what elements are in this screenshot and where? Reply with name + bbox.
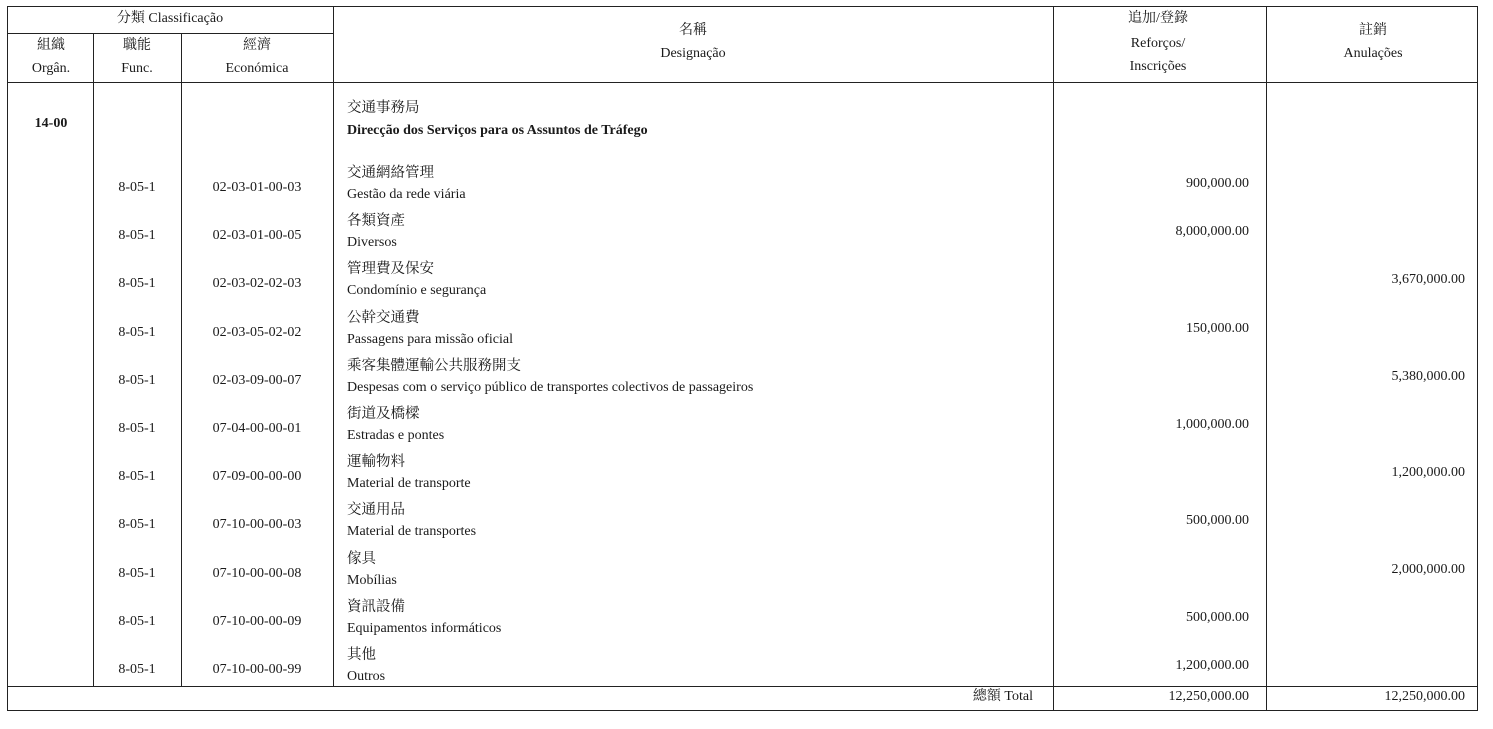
row-reforco: 1,200,000.00	[1175, 658, 1249, 673]
row-designacao-pt: Material de transportes	[347, 524, 477, 540]
row-reforco: 8,000,000.00	[1175, 224, 1249, 240]
row-func: 8-05-1	[118, 662, 156, 677]
header-designacao-zh: 名稱	[679, 23, 707, 38]
row-func: 8-05-1	[118, 421, 156, 436]
row-designacao-zh: 乘客集體運輸公共服務開支	[347, 357, 521, 374]
row-designacao-zh: 交通網絡管理	[347, 165, 434, 181]
row-designacao-zh: 運輸物料	[347, 454, 405, 471]
row-anulacao: 1,200,000.00	[1391, 465, 1465, 481]
row-designacao-pt: Material de transporte	[347, 476, 471, 492]
row-econ: 02-03-05-02-02	[212, 324, 302, 340]
row-designacao-zh: 交通用品	[347, 502, 405, 519]
row-reforco: 1,000,000.00	[1175, 417, 1249, 432]
row-anulacao: 2,000,000.00	[1391, 561, 1465, 577]
row-designacao-zh: 各類資產	[347, 213, 405, 230]
row-reforco: 150,000.00	[1186, 320, 1249, 336]
header-reforcos-pt2: Inscrições	[1129, 59, 1187, 74]
total-label: 總額 Total	[972, 689, 1033, 704]
organ-name-pt: Direcção dos Serviços para os Assuntos de Tráfego	[347, 123, 648, 138]
row-func: 8-05-1	[118, 372, 156, 388]
header-economica-pt: Económica	[225, 61, 289, 76]
row-econ: 07-10-00-00-09	[212, 613, 302, 629]
row-func: 8-05-1	[118, 228, 156, 244]
row-designacao-zh: 公幹交通費	[347, 309, 420, 326]
row-func: 8-05-1	[118, 469, 156, 485]
row-designacao-zh: 資訊設備	[347, 598, 405, 615]
row-designacao-pt: Mobílias	[347, 572, 397, 588]
total-reforcos: 12,250,000.00	[1168, 689, 1249, 704]
row-econ: 07-10-00-00-08	[212, 565, 302, 581]
organ-code: 14-00	[34, 116, 68, 131]
row-econ: 07-09-00-00-00	[212, 469, 302, 485]
row-anulacao: 3,670,000.00	[1391, 272, 1465, 288]
header-organica-zh: 組織	[37, 38, 65, 53]
row-designacao-zh: 傢具	[347, 550, 376, 567]
header-designacao-pt: Designação	[660, 46, 726, 61]
row-func: 8-05-1	[118, 517, 156, 533]
row-designacao-zh: 管理費及保安	[347, 261, 434, 278]
total-anulacoes: 12,250,000.00	[1384, 689, 1465, 704]
row-econ: 07-04-00-00-01	[212, 421, 302, 436]
header-organica-pt: Orgân.	[31, 61, 71, 76]
header-anulacoes-zh: 註銷	[1359, 23, 1387, 38]
header-reforcos-pt1: Reforços/	[1130, 36, 1186, 51]
row-econ: 07-10-00-00-99	[212, 662, 302, 677]
row-designacao-pt: Equipamentos informáticos	[347, 620, 502, 636]
header-classificacao: 分類 Classificação	[116, 11, 224, 26]
row-reforco: 900,000.00	[1186, 176, 1249, 191]
row-designacao-pt: Estradas e pontes	[347, 428, 445, 443]
row-reforco: 500,000.00	[1186, 609, 1249, 625]
row-designacao-pt: Diversos	[347, 235, 397, 251]
row-econ: 02-03-02-02-03	[212, 276, 302, 292]
row-func: 8-05-1	[118, 324, 156, 340]
row-designacao-pt: Gestão da rede viária	[347, 187, 466, 202]
row-func: 8-05-1	[118, 613, 156, 629]
row-designacao-zh: 其他	[347, 647, 376, 663]
header-anulacoes-pt: Anulações	[1343, 46, 1403, 61]
header-funcional-pt: Func.	[121, 61, 153, 76]
organ-name-zh: 交通事務局	[347, 100, 420, 116]
row-func: 8-05-1	[118, 565, 156, 581]
row-anulacao: 5,380,000.00	[1391, 368, 1465, 384]
row-econ: 02-03-01-00-05	[212, 228, 302, 244]
header-reforcos-zh: 追加/登錄	[1128, 11, 1188, 26]
row-designacao-pt: Condomínio e segurança	[347, 283, 487, 299]
row-econ: 07-10-00-00-03	[212, 517, 302, 533]
table-grid	[7, 6, 1478, 711]
header-economica-zh: 經濟	[243, 38, 271, 53]
row-designacao-pt: Outros	[347, 669, 386, 684]
row-reforco: 500,000.00	[1186, 513, 1249, 529]
row-designacao-zh: 街道及橋樑	[347, 406, 420, 422]
row-econ: 02-03-09-00-07	[212, 372, 302, 388]
row-econ: 02-03-01-00-03	[212, 180, 302, 195]
budget-table	[7, 6, 1478, 711]
header-funcional-zh: 職能	[123, 38, 151, 53]
row-func: 8-05-1	[118, 180, 156, 195]
row-designacao-pt: Passagens para missão oficial	[347, 331, 514, 347]
row-designacao-pt: Despesas com o serviço público de transportes colectivos de passageiros	[347, 379, 754, 395]
row-func: 8-05-1	[118, 276, 156, 292]
